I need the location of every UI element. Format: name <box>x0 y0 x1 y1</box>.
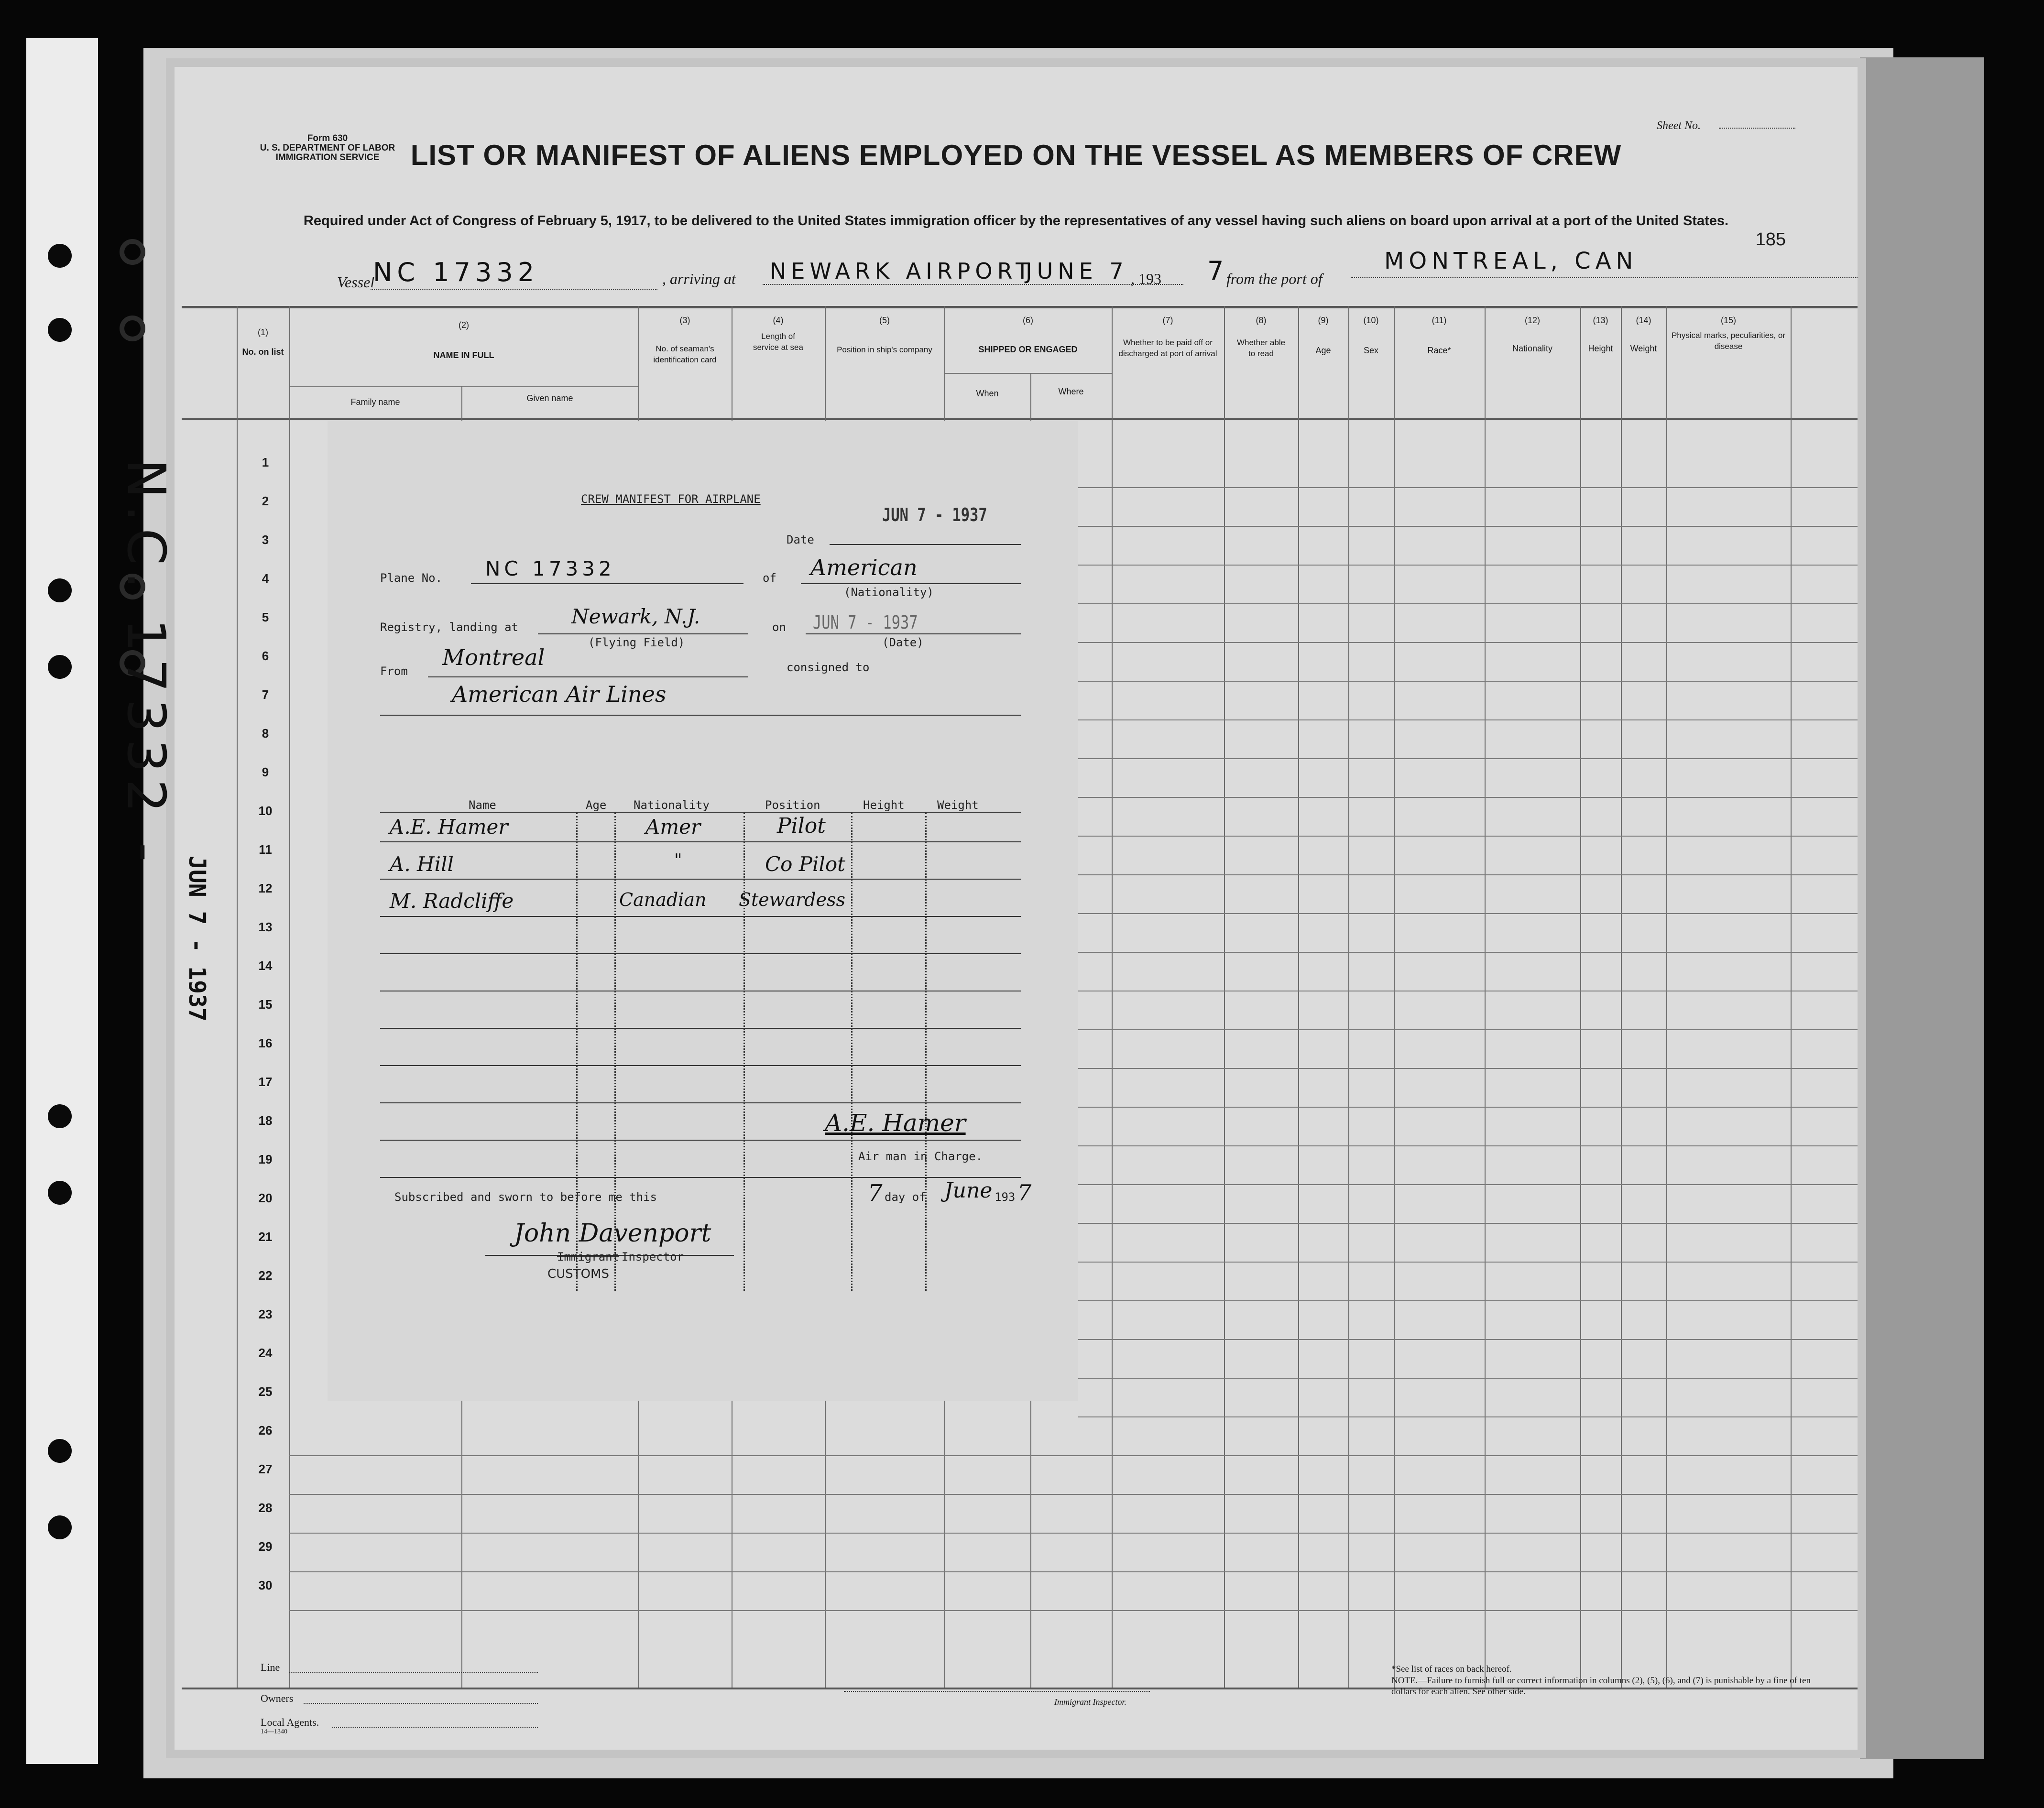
col-13-number: (13) <box>1593 316 1608 325</box>
col-7-number: (7) <box>1162 316 1173 325</box>
col-rule <box>1348 306 1349 1688</box>
sworn-year-digit: 7 <box>1017 1180 1032 1206</box>
shipped-subrule <box>944 373 1112 374</box>
row-number: 12 <box>258 881 273 895</box>
customs-word: CUSTOMS <box>547 1267 609 1281</box>
row-rule <box>1078 1378 1858 1379</box>
airplane-crew-manifest <box>328 421 1078 1401</box>
row-rule <box>1078 758 1858 759</box>
row-number: 28 <box>258 1501 273 1515</box>
crew-2-nationality: " <box>674 851 682 871</box>
crew-2-position: Co Pilot <box>765 852 846 876</box>
consigned-value: American Air Lines <box>452 681 667 707</box>
inspector-field <box>844 1690 1150 1692</box>
date-line <box>830 544 1021 545</box>
row-rule <box>1078 1533 1858 1534</box>
year-prefix: , 193 <box>1131 270 1161 287</box>
crew-3-name: M. Radcliffe <box>390 889 514 913</box>
subtitle: Required under Act of Congress of February 5, 1917, to be delivered to the United States immigration officer by the representatives of any vessel having such aliens on board upon arrival at a port of the United States. <box>303 213 1729 229</box>
airman-caption: Air man in Charge. <box>858 1150 983 1163</box>
row-rule <box>289 1610 1078 1611</box>
department: U. S. DEPARTMENT OF LABOR <box>260 143 395 153</box>
on-label: on <box>772 621 786 634</box>
row-rule <box>1078 1610 1858 1611</box>
form-number: Form 630 <box>307 133 348 143</box>
col-9-label: Age <box>1315 346 1331 355</box>
col-8-label: Whether able to read <box>1236 338 1286 358</box>
col-7-label: Whether to be paid off or discharged at port of arrival <box>1118 338 1217 358</box>
row-number: 14 <box>258 958 273 973</box>
row-number: 20 <box>258 1191 273 1205</box>
col-rule <box>1621 306 1622 1688</box>
margin-date-stamp: JUN 7 - 1937 <box>184 856 210 1022</box>
plane-no-label: Plane No. <box>380 571 443 585</box>
crew-2-name: A. Hill <box>390 852 454 876</box>
from-port-value: MONTREAL, CAN <box>1384 248 1638 274</box>
crew-3-position: Stewardess <box>739 889 845 910</box>
landing-date-stamp: JUN 7 - 1937 <box>813 612 918 633</box>
consigned-line <box>380 715 1021 716</box>
landing-date-line <box>806 633 1021 634</box>
header-bottom-rule <box>182 418 1858 420</box>
row-rule <box>289 1455 1078 1456</box>
from-line <box>428 676 748 677</box>
row-number: 7 <box>262 687 269 702</box>
row-number: 4 <box>262 571 269 586</box>
crew-row-line <box>380 1065 1021 1066</box>
crew-header-line <box>380 812 1021 813</box>
col-9-number: (9) <box>1318 316 1329 325</box>
footnote-penalty: NOTE.—Failure to furnish full or correct information in columns (2), (5), (6), and (7) is punishable by a fine of ten dollars for each alien. See other side. <box>1391 1676 1811 1697</box>
col-rule <box>1791 306 1792 1688</box>
arriving-value: NEWARK AIRPORT <box>770 258 1034 284</box>
given-name-label: Given name <box>526 393 573 403</box>
row-rule <box>1078 1107 1858 1108</box>
when-label: When <box>976 389 999 398</box>
row-rule <box>1078 1223 1858 1224</box>
landing-value: Newark, N.J. <box>571 605 700 628</box>
punch-hole <box>48 318 72 342</box>
col-5-number: (5) <box>879 316 890 325</box>
nationality-line <box>801 583 1021 584</box>
adjacent-page-edge <box>1860 57 1984 1759</box>
punch-hole <box>48 244 72 268</box>
sworn-text-b: day of <box>885 1190 926 1204</box>
row-rule <box>1078 1571 1858 1572</box>
date-stamp: JUN 7 - 1937 <box>882 504 987 525</box>
page-title: LIST OR MANIFEST OF ALIENS EMPLOYED ON THE VESSEL AS MEMBERS OF CREW <box>410 139 1622 171</box>
row-rule <box>1078 526 1858 527</box>
punch-hole <box>48 1515 72 1539</box>
agents-label: Local Agents. <box>261 1716 319 1728</box>
date-caption: (Date) <box>882 636 924 649</box>
punch-hole <box>48 1181 72 1205</box>
crew-row-line <box>380 1102 1021 1103</box>
sworn-month: June <box>944 1178 993 1203</box>
col-12-number: (12) <box>1524 316 1540 325</box>
from-port-line <box>1351 276 1858 278</box>
registry-label: Registry, landing at <box>380 621 518 634</box>
inspector-caption: Immigrant Inspector. <box>1054 1697 1126 1707</box>
col-8-number: (8) <box>1256 316 1267 325</box>
punch-hole <box>48 1104 72 1128</box>
row-rule <box>289 1571 1078 1572</box>
col-2-label: NAME IN FULL <box>433 350 494 360</box>
crew-row-line <box>380 916 1021 917</box>
col-1-label: No. on list <box>242 347 284 357</box>
plane-no-line <box>471 583 743 584</box>
row-number: 17 <box>258 1075 273 1089</box>
row-number: 16 <box>258 1036 273 1050</box>
header-top-rule <box>182 306 1858 308</box>
crew-1-position: Pilot <box>777 814 826 838</box>
row-number: 10 <box>258 804 273 818</box>
col-rule <box>1394 306 1395 1688</box>
year-digit: 7 <box>1207 256 1224 286</box>
row-rule <box>1078 642 1858 643</box>
where-label: Where <box>1058 387 1084 396</box>
col-rule <box>1112 306 1113 1688</box>
flying-field-caption: (Flying Field) <box>588 636 685 649</box>
col-5-label: Position in ship's company <box>837 345 932 354</box>
owners-label: Owners <box>261 1692 294 1704</box>
row-number: 5 <box>262 610 269 624</box>
col-14-label: Weight <box>1630 344 1657 353</box>
col-rule <box>1580 306 1581 1688</box>
col-6-number: (6) <box>1023 316 1033 325</box>
crew-row-line <box>380 879 1021 880</box>
vessel-label: Vessel <box>337 273 375 291</box>
row-number: 26 <box>258 1423 273 1438</box>
col-rule <box>237 306 238 1688</box>
crew-3-nationality: Canadian <box>619 889 707 910</box>
punch-hole <box>48 578 72 602</box>
row-rule <box>1078 1416 1858 1417</box>
ring-hole <box>120 316 145 341</box>
arriving-line <box>763 283 1183 285</box>
row-number: 30 <box>258 1578 273 1592</box>
date-label: Date <box>787 533 814 546</box>
arrival-date: JUNE 7 <box>1026 258 1128 284</box>
row-rule <box>1078 1494 1858 1495</box>
binder-strip <box>26 38 98 1764</box>
line-field <box>289 1671 538 1673</box>
row-number: 25 <box>258 1384 273 1399</box>
row-rule <box>1078 603 1858 604</box>
col-10-label: Sex <box>1363 346 1379 355</box>
crew-row-line <box>380 953 1021 954</box>
col-10-number: (10) <box>1363 316 1379 325</box>
col-3-number: (3) <box>679 316 690 325</box>
crew-row-line <box>380 841 1021 842</box>
crew-col-divider <box>851 813 853 1291</box>
row-number: 18 <box>258 1113 273 1128</box>
margin-annotation: N.C. 17332 - <box>116 459 177 869</box>
row-rule <box>1078 874 1858 875</box>
row-number: 3 <box>262 533 269 547</box>
sheet-no-line <box>1719 127 1795 129</box>
manifest-sheet <box>175 67 1858 1750</box>
row-rule <box>1078 1300 1858 1301</box>
crew-row-line <box>380 1177 1021 1178</box>
row-rule <box>1078 836 1858 837</box>
col-1-number: (1) <box>258 327 268 337</box>
crew-row-line <box>380 1028 1021 1029</box>
service: IMMIGRATION SERVICE <box>275 152 380 163</box>
row-rule <box>1078 1262 1858 1263</box>
col-11-label: Race* <box>1427 346 1451 355</box>
sheet-no-label: Sheet No. <box>1657 120 1701 132</box>
row-rule <box>1078 1339 1858 1340</box>
row-number: 21 <box>258 1230 273 1244</box>
crew-header-height: Height <box>863 798 905 812</box>
vessel-line <box>371 288 657 290</box>
row-number: 11 <box>259 842 272 857</box>
crew-col-divider <box>925 813 927 1291</box>
from-port-label: from the port of <box>1226 270 1323 287</box>
col-15-number: (15) <box>1720 316 1736 325</box>
col-rule <box>289 306 290 1688</box>
arriving-label: , arriving at <box>662 270 736 287</box>
row-number: 9 <box>262 765 269 779</box>
plane-no-value: NC 17332 <box>485 557 615 580</box>
row-number: 29 <box>258 1539 273 1554</box>
crew-header-age: Age <box>586 798 607 812</box>
col-4-label: Length of service at sea <box>753 332 803 352</box>
name-subrule <box>289 386 638 387</box>
col-rule <box>1298 306 1299 1688</box>
row-rule <box>1078 913 1858 914</box>
line-label: Line <box>261 1661 280 1673</box>
landing-line <box>538 633 748 634</box>
row-number: 23 <box>258 1307 273 1321</box>
row-rule <box>289 1533 1078 1534</box>
nationality-value: American <box>810 555 918 580</box>
ring-hole <box>120 239 145 265</box>
row-rule <box>1078 487 1858 488</box>
punch-hole <box>48 655 72 679</box>
row-rule <box>289 1494 1078 1495</box>
row-rule <box>1078 1029 1858 1030</box>
col-4-number: (4) <box>773 316 784 325</box>
crew-header-weight: Weight <box>937 798 979 812</box>
insert-heading: CREW MANIFEST FOR AIRPLANE <box>581 492 761 506</box>
row-rule <box>1078 1455 1858 1456</box>
row-number: 15 <box>258 997 273 1012</box>
col-rule <box>1224 306 1225 1688</box>
of-label: of <box>763 571 776 585</box>
nationality-caption: (Nationality) <box>844 586 934 599</box>
row-number: 8 <box>262 726 269 741</box>
col-rule <box>1666 306 1667 1688</box>
from-label: From <box>380 664 408 678</box>
crew-header-position: Position <box>765 798 820 812</box>
sworn-year-prefix: 193 <box>995 1190 1016 1204</box>
crew-header-name: Name <box>469 798 496 812</box>
row-number: 19 <box>258 1152 273 1166</box>
col-2-number: (2) <box>459 320 469 330</box>
crew-header-nationality: Nationality <box>634 798 710 812</box>
punch-hole <box>48 1439 72 1463</box>
from-value: Montreal <box>442 644 545 670</box>
row-rule <box>1078 1184 1858 1185</box>
owners-field <box>304 1702 538 1704</box>
row-number: 24 <box>258 1346 273 1360</box>
row-number: 22 <box>258 1268 273 1283</box>
struck-word: Immigrant <box>557 1250 620 1263</box>
row-rule <box>1078 681 1858 682</box>
col-15-label: Physical marks, peculiarities, or disease <box>1671 331 1786 351</box>
crew-row-line <box>380 1140 1021 1141</box>
airman-signature: A.E. Hamer <box>825 1109 966 1137</box>
row-rule <box>1078 565 1858 566</box>
row-rule <box>1078 797 1858 798</box>
row-number: 1 <box>262 455 269 469</box>
row-rule <box>1078 719 1858 720</box>
row-number: 13 <box>258 920 273 934</box>
inspector-label: Inspector <box>622 1250 684 1263</box>
consigned-label: consigned to <box>787 661 870 674</box>
crew-col-divider <box>743 813 745 1291</box>
col-13-label: Height <box>1588 344 1613 353</box>
col-rule <box>1485 306 1486 1688</box>
row-rule <box>1078 1068 1858 1069</box>
family-name-label: Family name <box>350 397 400 407</box>
col-3-label: No. of seaman's identification card <box>653 344 717 364</box>
agents-field <box>332 1726 538 1728</box>
row-number: 6 <box>262 649 269 663</box>
sworn-day: 7 <box>868 1180 883 1207</box>
sheet-number: 185 <box>1755 229 1786 250</box>
row-number: 27 <box>258 1462 273 1476</box>
row-rule <box>1078 1145 1858 1146</box>
crew-1-name: A.E. Hamer <box>390 815 508 839</box>
row-number: 2 <box>262 494 269 508</box>
col-14-number: (14) <box>1636 316 1651 325</box>
col-12-label: Nationality <box>1512 344 1553 353</box>
sworn-text-a: Subscribed and sworn to before me this <box>394 1190 657 1204</box>
col-11-number: (11) <box>1432 316 1447 325</box>
row-rule <box>1078 952 1858 953</box>
agents-code: 14—1340 <box>261 1728 287 1735</box>
crew-1-nationality: Amer <box>645 815 701 839</box>
inspector-signature: John Davenport <box>514 1219 711 1248</box>
footnote-races: *See list of races on back hereof. <box>1391 1664 1512 1674</box>
col-6-label: SHIPPED OR ENGAGED <box>978 345 1078 354</box>
vessel-value: NC 17332 <box>373 257 539 287</box>
